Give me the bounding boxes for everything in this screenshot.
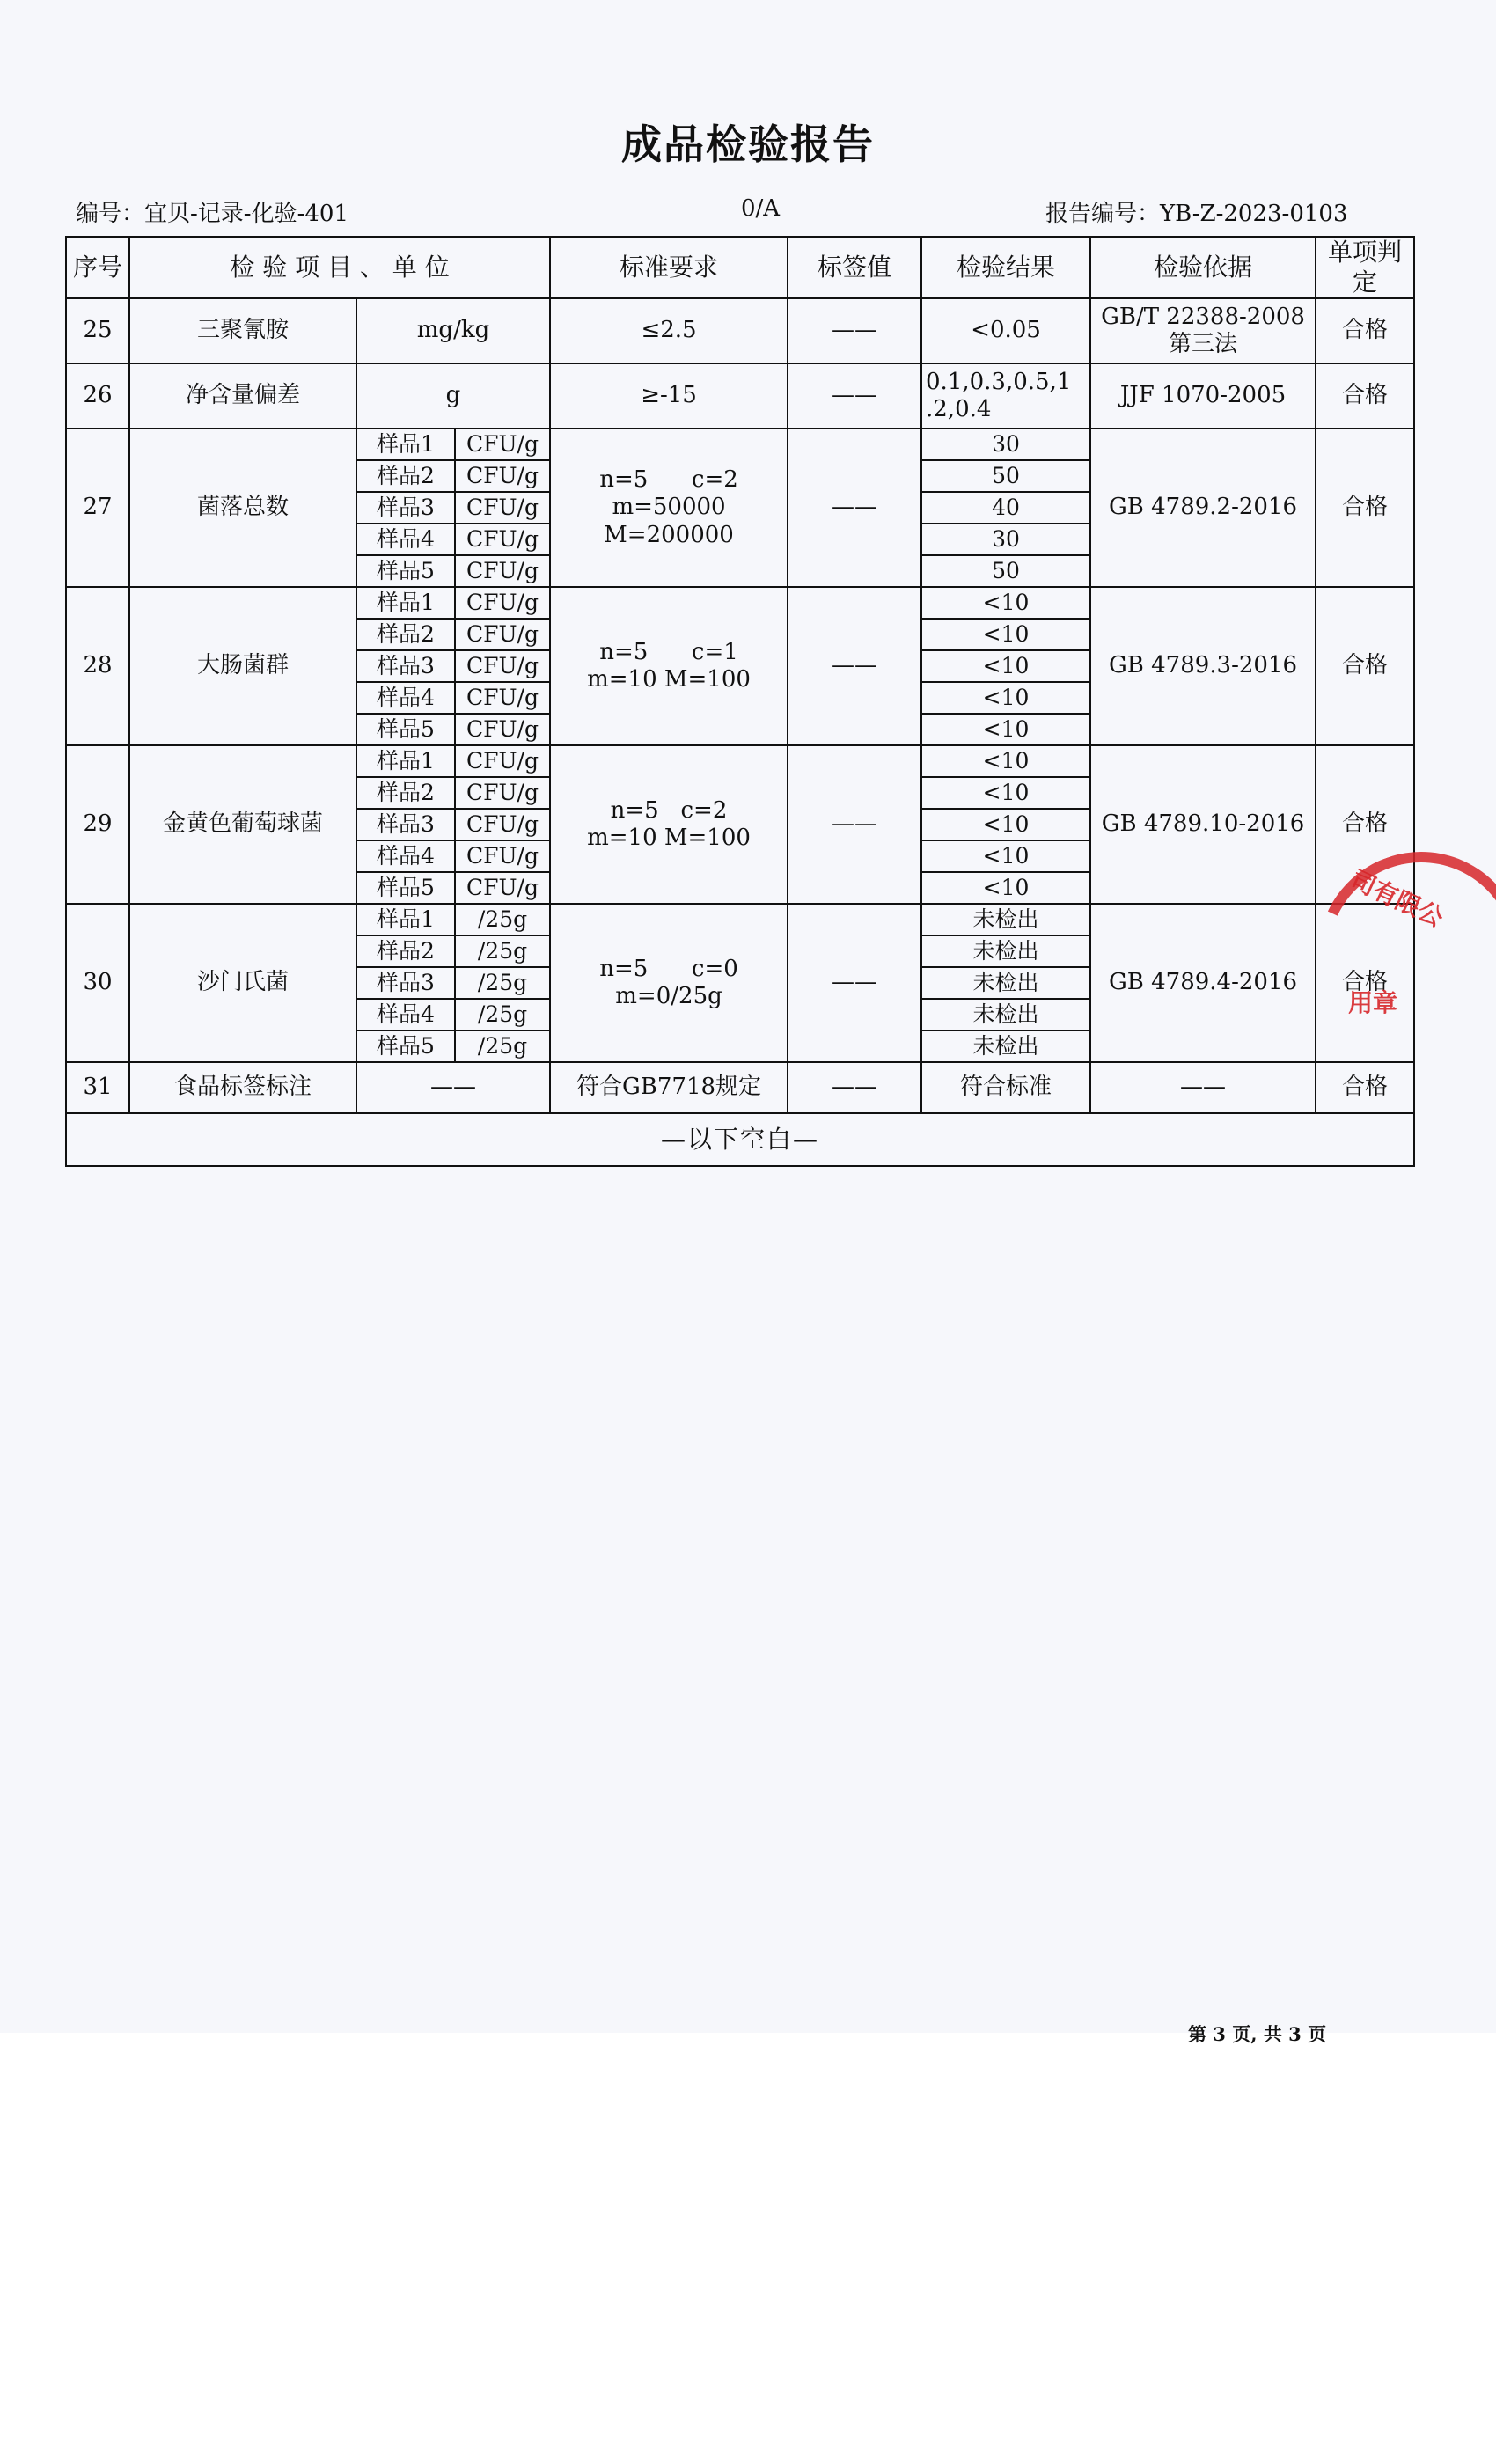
sample-unit: CFU/g [455,809,550,840]
header-seq: 序号 [66,237,129,298]
sample-result: <10 [921,809,1090,840]
result-line: .2,0.4 [926,396,992,422]
sample-result: 40 [921,492,1090,524]
sample-unit: CFU/g [455,555,550,587]
sample-result: <10 [921,777,1090,809]
sample-result: 50 [921,555,1090,587]
stamp-text: 用章 [1348,988,1398,1017]
standard-line: n=5 c=2 [599,466,738,494]
stamp-text: 司有限公 [1346,864,1448,933]
row-unit: —— [356,1062,550,1113]
report-number: 报告编号：YB-Z-2023-0103 [1045,201,1348,227]
sample-result: 30 [921,524,1090,555]
standard-line: n=5 c=2 [610,796,728,824]
record-number: 编号：宜贝-记录-化验-401 [76,201,348,227]
sample-result: <10 [921,587,1090,619]
sample-name: 样品3 [356,809,455,840]
row-unit: g [356,363,550,429]
sample-name: 样品4 [356,682,455,714]
result-line: 0.1,0.3,0.5,1 [926,368,1072,395]
sample-name: 样品5 [356,714,455,745]
standard-line: n=5 c=1 [599,638,738,665]
row-seq: 28 [66,587,129,745]
sample-unit: CFU/g [455,872,550,904]
row-standard [550,429,788,587]
sample-name: 样品1 [356,904,455,935]
row-standard [550,587,788,745]
sample-name: 样品1 [356,745,455,777]
row-item: 大肠菌群 [129,587,356,745]
row-basis: GB 4789.4-2016 [1090,904,1316,1062]
sample-unit: CFU/g [455,682,550,714]
row-result [921,363,1090,429]
page-title: 成品检验报告 [621,121,875,168]
basis-line: 第三法 [1169,331,1238,357]
sample-name: 样品2 [356,619,455,650]
sample-unit: CFU/g [455,492,550,524]
sample-result: <10 [921,840,1090,872]
sample-unit: CFU/g [455,714,550,745]
row-judgement: 合格 [1316,363,1414,429]
basis-line: GB/T 22388-2008 [1101,303,1305,330]
row-judgement: 合格 [1316,429,1414,587]
row-standard: ≤2.5 [550,298,788,363]
sample-unit: CFU/g [455,650,550,682]
sample-result: 未检出 [921,935,1090,967]
row-item: 三聚氰胺 [129,298,356,363]
row-item: 食品标签标注 [129,1062,356,1113]
sample-unit: CFU/g [455,460,550,492]
row-seq: 29 [66,745,129,904]
table-row [66,298,1414,363]
row-basis [1090,298,1316,363]
sample-result: <10 [921,714,1090,745]
row-item: 菌落总数 [129,429,356,587]
row-item: 净含量偏差 [129,363,356,429]
sample-name: 样品5 [356,1030,455,1062]
sample-unit: CFU/g [455,429,550,460]
sample-result: <10 [921,682,1090,714]
sample-unit: CFU/g [455,840,550,872]
standard-line: m=10 M=100 [587,825,751,851]
row-item: 沙门氏菌 [129,904,356,1062]
row-seq: 30 [66,904,129,1062]
row-unit: mg/kg [356,298,550,363]
row-label-value: —— [788,904,921,1062]
sample-unit: CFU/g [455,619,550,650]
page-number: 第 3 页, 共 3 页 [1188,2023,1327,2045]
sample-unit: /25g [455,935,550,967]
sample-unit: /25g [455,904,550,935]
standard-line: n=5 c=0 [599,955,738,982]
row-judgement: 合格 [1316,587,1414,745]
sample-name: 样品3 [356,650,455,682]
table-row [66,363,1414,429]
row-seq: 27 [66,429,129,587]
table-row [66,1062,1414,1113]
sample-name: 样品2 [356,935,455,967]
row-label-value: —— [788,1062,921,1113]
sample-unit: CFU/g [455,587,550,619]
row-basis: GB 4789.3-2016 [1090,587,1316,745]
sample-result: <10 [921,872,1090,904]
version-number: 0/A [741,195,781,222]
row-label-value: —— [788,587,921,745]
sample-unit: /25g [455,1030,550,1062]
sample-result: <10 [921,619,1090,650]
row-standard [550,745,788,904]
row-standard: 符合GB7718规定 [550,1062,788,1113]
sample-name: 样品3 [356,492,455,524]
sample-name: 样品4 [356,524,455,555]
header-row [66,237,1414,298]
standard-line: m=10 M=100 [587,666,751,693]
inspection-table [65,236,1415,1167]
sample-result: 30 [921,429,1090,460]
sample-result: 50 [921,460,1090,492]
row-standard: ≥-15 [550,363,788,429]
table-row [66,429,1414,460]
sample-unit: CFU/g [455,524,550,555]
sample-name: 样品1 [356,429,455,460]
blank-row [66,1113,1414,1166]
sample-result: 未检出 [921,1030,1090,1062]
header-label-value: 标签值 [788,237,921,298]
sample-result: 未检出 [921,967,1090,999]
row-label-value: —— [788,745,921,904]
sample-unit: /25g [455,999,550,1030]
table-row [66,587,1414,619]
table-row [66,745,1414,777]
row-judgement: 合格 [1316,904,1414,1062]
sample-name: 样品4 [356,840,455,872]
sample-result: <10 [921,745,1090,777]
header-item: 检 验 项 目 、 单 位 [129,237,550,298]
row-seq: 25 [66,298,129,363]
header-result: 检验结果 [921,237,1090,298]
row-judgement: 合格 [1316,298,1414,363]
sample-name: 样品1 [356,587,455,619]
header-standard: 标准要求 [550,237,788,298]
sample-name: 样品3 [356,967,455,999]
sample-result: <10 [921,650,1090,682]
row-result: <0.05 [921,298,1090,363]
row-judgement: 合格 [1316,1062,1414,1113]
row-result: 符合标准 [921,1062,1090,1113]
row-label-value: —— [788,429,921,587]
row-label-value: —— [788,363,921,429]
row-basis: —— [1090,1062,1316,1113]
row-judgement: 合格 [1316,745,1414,904]
sample-result: 未检出 [921,904,1090,935]
blank-note: —以下空白— [66,1113,1414,1166]
row-basis: GB 4789.10-2016 [1090,745,1316,904]
row-label-value: —— [788,298,921,363]
row-basis: GB 4789.2-2016 [1090,429,1316,587]
row-seq: 26 [66,363,129,429]
table-row [66,904,1414,935]
sample-unit: CFU/g [455,777,550,809]
header-basis: 检验依据 [1090,237,1316,298]
sample-name: 样品4 [356,999,455,1030]
sample-name: 样品5 [356,872,455,904]
sample-result: 未检出 [921,999,1090,1030]
row-basis: JJF 1070-2005 [1090,363,1316,429]
sample-name: 样品5 [356,555,455,587]
sample-name: 样品2 [356,460,455,492]
row-standard [550,904,788,1062]
sample-unit: CFU/g [455,745,550,777]
standard-line: m=50000 M=200000 [604,494,734,548]
row-seq: 31 [66,1062,129,1113]
row-item: 金黄色葡萄球菌 [129,745,356,904]
sample-name: 样品2 [356,777,455,809]
header-judgement: 单项判定 [1316,237,1414,298]
standard-line: m=0/25g [615,983,722,1009]
sample-unit: /25g [455,967,550,999]
